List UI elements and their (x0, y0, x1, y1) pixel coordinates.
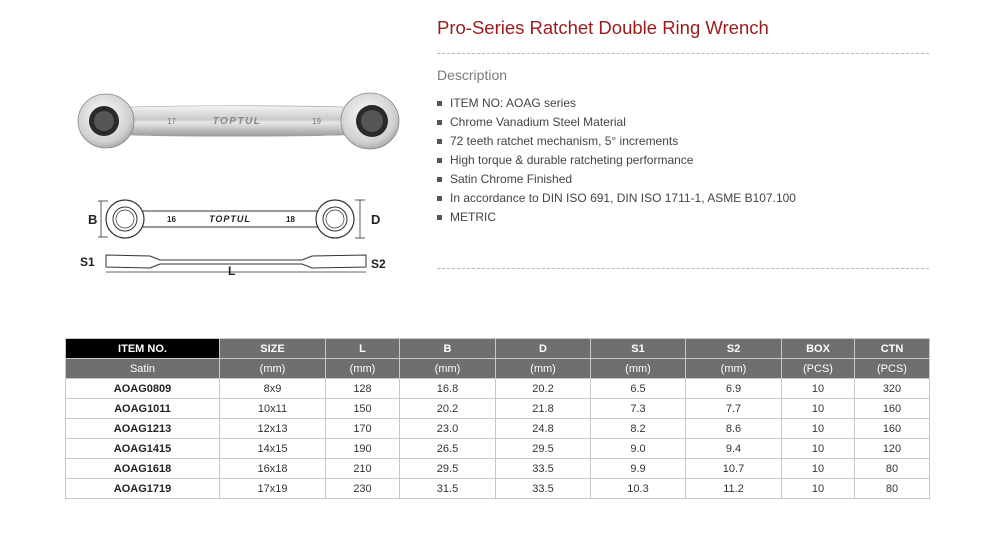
subheader-unit: (PCS) (782, 359, 855, 379)
description-item-text: Chrome Vanadium Steel Material (450, 115, 626, 129)
table-cell: 33.5 (496, 459, 591, 479)
table-cell: 29.5 (400, 459, 496, 479)
table-cell: 20.2 (400, 399, 496, 419)
table-cell: 160 (855, 399, 930, 419)
description-item (437, 96, 796, 115)
table-cell: 9.0 (591, 439, 686, 459)
wrench-dimension-drawing (80, 188, 400, 283)
table-cell: 7.7 (686, 399, 782, 419)
header-size: SIZE (220, 339, 326, 359)
table-row (66, 459, 930, 479)
table-cell: 120 (855, 439, 930, 459)
table-cell: 128 (326, 379, 400, 399)
item-no-cell: AOAG1415 (66, 439, 220, 459)
table-cell: 16x18 (220, 459, 326, 479)
item-no-cell: AOAG1618 (66, 459, 220, 479)
square-bullet-icon (437, 120, 442, 125)
table-cell: 190 (326, 439, 400, 459)
table-cell: 12x13 (220, 419, 326, 439)
table-cell: 8.2 (591, 419, 686, 439)
table-cell: 8x9 (220, 379, 326, 399)
item-no-cell: AOAG1213 (66, 419, 220, 439)
table-row (66, 439, 930, 459)
table-cell: 29.5 (496, 439, 591, 459)
table-cell: 170 (326, 419, 400, 439)
label-s2: S2 (371, 257, 386, 271)
header-l: L (326, 339, 400, 359)
label-l: L (228, 264, 236, 278)
description-item (437, 172, 796, 191)
divider-bottom (437, 268, 929, 269)
header-s1: S1 (591, 339, 686, 359)
table-cell: 80 (855, 459, 930, 479)
subheader-unit: (mm) (400, 359, 496, 379)
table-cell: 10 (782, 419, 855, 439)
drawing-brand-logo: TOPTUL (209, 214, 251, 224)
table-cell: 150 (326, 399, 400, 419)
header-d: D (496, 339, 591, 359)
table-cell: 10.7 (686, 459, 782, 479)
header-s2: S2 (686, 339, 782, 359)
table-cell: 7.3 (591, 399, 686, 419)
square-bullet-icon (437, 139, 442, 144)
table-cell: 6.9 (686, 379, 782, 399)
table-cell: 160 (855, 419, 930, 439)
table-cell: 11.2 (686, 479, 782, 499)
table-cell: 10x11 (220, 399, 326, 419)
label-d: D (371, 212, 381, 227)
table-cell: 10.3 (591, 479, 686, 499)
drawing-size-left: 16 (167, 215, 176, 224)
subheader-unit: (mm) (496, 359, 591, 379)
table-cell: 10 (782, 439, 855, 459)
description-item-text: METRIC (450, 210, 496, 224)
table-cell: 10 (782, 479, 855, 499)
table-cell: 230 (326, 479, 400, 499)
table-cell: 24.8 (496, 419, 591, 439)
subheader-unit: (mm) (591, 359, 686, 379)
item-no-cell: AOAG0809 (66, 379, 220, 399)
table-cell: 26.5 (400, 439, 496, 459)
description-item (437, 134, 796, 153)
product-title: Pro-Series Ratchet Double Ring Wrench (437, 17, 769, 38)
table-cell: 14x15 (220, 439, 326, 459)
square-bullet-icon (437, 158, 442, 163)
photo-size-left: 17 (167, 117, 176, 126)
description-item (437, 210, 796, 229)
header-ctn: CTN (855, 339, 930, 359)
item-no-cell: AOAG1719 (66, 479, 220, 499)
table-row (66, 379, 930, 399)
subheader-unit: (mm) (686, 359, 782, 379)
subheader-finish: Satin (66, 359, 220, 379)
table-cell: 80 (855, 479, 930, 499)
table-cell: 23.0 (400, 419, 496, 439)
table-subheader-row (66, 359, 930, 379)
subheader-unit: (mm) (220, 359, 326, 379)
table-row (66, 419, 930, 439)
description-item-text: 72 teeth ratchet mechanism, 5° increments (450, 134, 679, 148)
table-cell: 33.5 (496, 479, 591, 499)
table-cell: 8.6 (686, 419, 782, 439)
specification-table (65, 338, 930, 499)
table-cell: 6.5 (591, 379, 686, 399)
table-cell: 31.5 (400, 479, 496, 499)
square-bullet-icon (437, 196, 442, 201)
divider-top (437, 53, 929, 54)
table-cell: 9.4 (686, 439, 782, 459)
header-item-no: ITEM NO. (66, 339, 220, 359)
photo-brand-logo: TOPTUL (212, 116, 262, 127)
description-heading: Description (437, 67, 508, 83)
description-item-text: Satin Chrome Finished (450, 172, 573, 186)
square-bullet-icon (437, 101, 442, 106)
description-item-text: In accordance to DIN ISO 691, DIN ISO 1711-1, ASME B107.100 (450, 191, 796, 205)
description-item-text: High torque & durable ratcheting performance (450, 153, 694, 167)
table-row (66, 399, 930, 419)
table-cell: 21.8 (496, 399, 591, 419)
table-cell: 20.2 (496, 379, 591, 399)
table-cell: 16.8 (400, 379, 496, 399)
square-bullet-icon (437, 215, 442, 220)
wrench-photo (72, 88, 402, 154)
description-item (437, 115, 796, 134)
table-cell: 210 (326, 459, 400, 479)
description-item (437, 191, 796, 210)
square-bullet-icon (437, 177, 442, 182)
table-row (66, 479, 930, 499)
photo-size-right: 19 (312, 117, 321, 126)
item-no-cell: AOAG1011 (66, 399, 220, 419)
drawing-size-right: 18 (286, 215, 295, 224)
subheader-unit: (mm) (326, 359, 400, 379)
table-cell: 10 (782, 459, 855, 479)
description-item (437, 153, 796, 172)
table-cell: 10 (782, 379, 855, 399)
table-cell: 9.9 (591, 459, 686, 479)
table-cell: 17x19 (220, 479, 326, 499)
table-header-row (66, 339, 930, 359)
label-s1: S1 (80, 255, 95, 269)
label-b: B (88, 212, 98, 227)
header-box: BOX (782, 339, 855, 359)
subheader-unit: (PCS) (855, 359, 930, 379)
table-cell: 10 (782, 399, 855, 419)
description-item-text: ITEM NO: AOAG series (450, 96, 577, 110)
header-b: B (400, 339, 496, 359)
table-cell: 320 (855, 379, 930, 399)
description-list (437, 96, 796, 229)
